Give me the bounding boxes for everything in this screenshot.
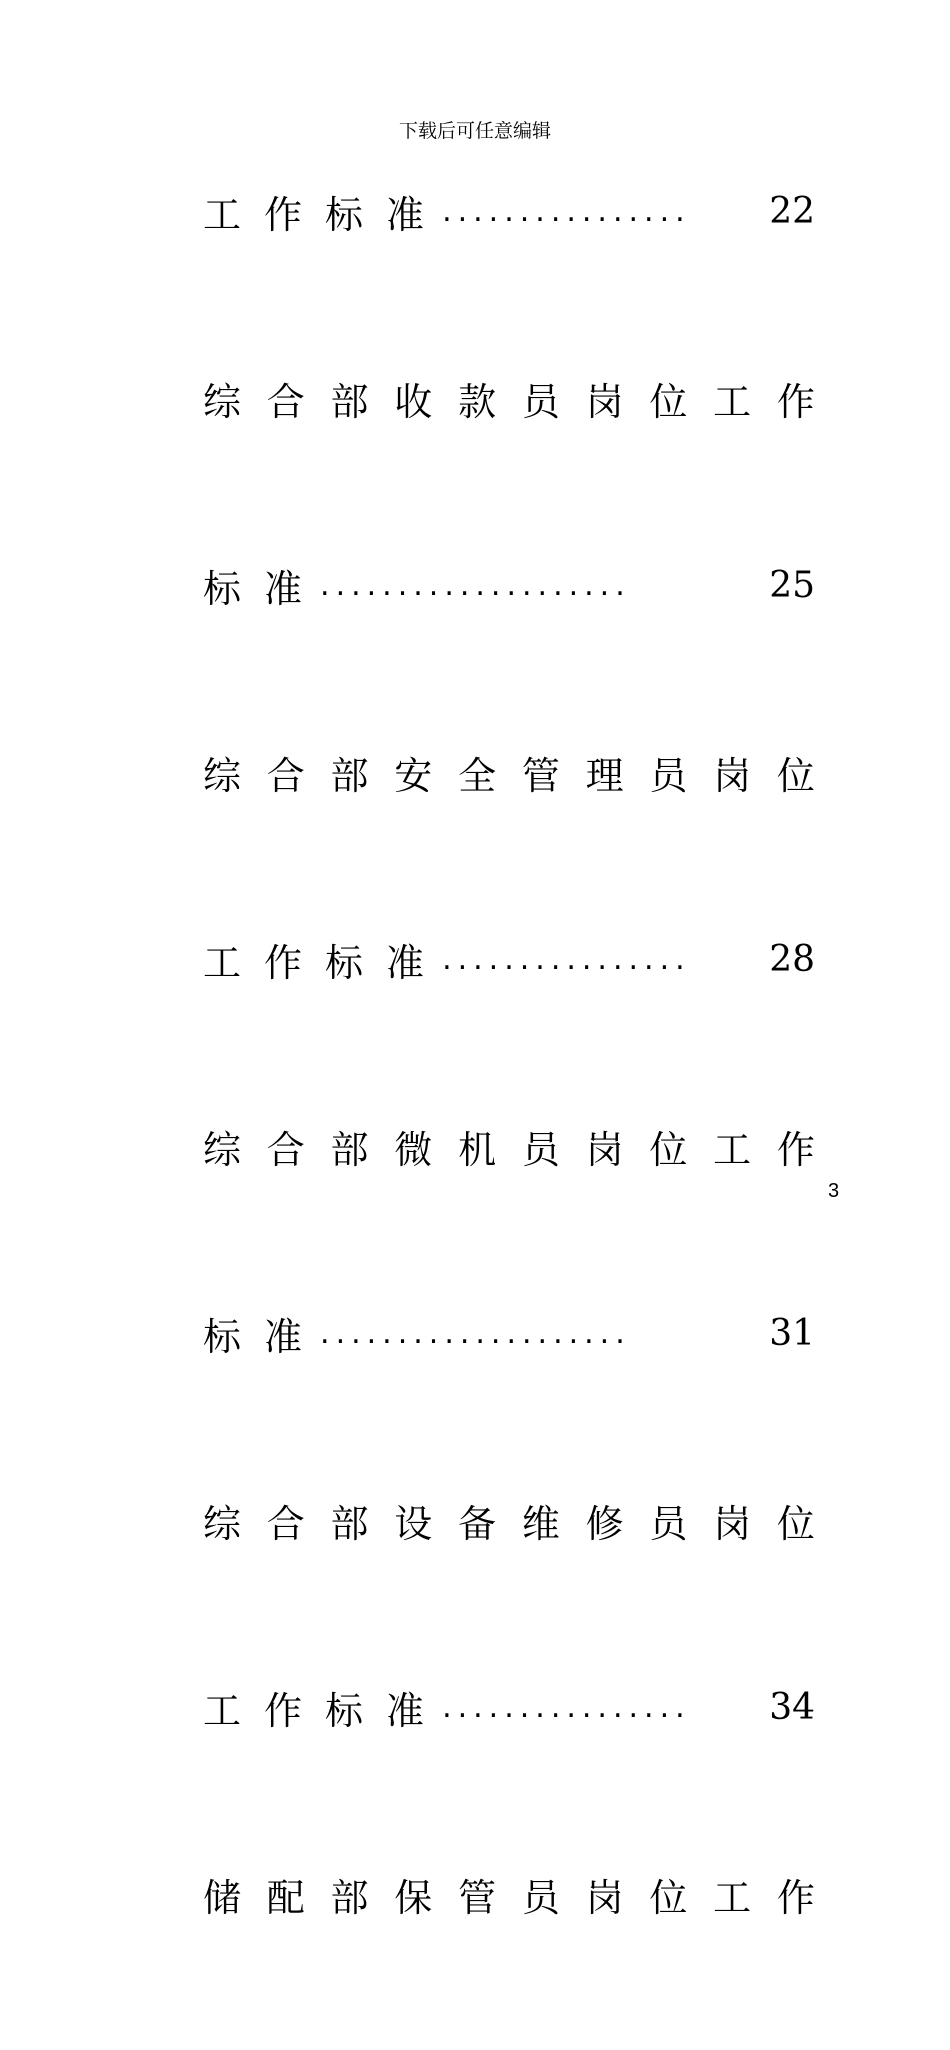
toc-char: 位: [649, 1127, 688, 1172]
toc-char: 岗: [585, 1875, 624, 1920]
toc-line-4[interactable]: [203, 741, 815, 803]
toc-char: 标: [325, 192, 364, 237]
toc-char: 标: [325, 1688, 364, 1733]
toc-char: 位: [776, 1501, 815, 1546]
toc-char: 安: [394, 753, 433, 798]
toc-page-number: 22: [769, 190, 815, 232]
toc-line-9[interactable]: [203, 1676, 815, 1738]
toc-char: 合: [266, 1127, 305, 1172]
toc-char: 收: [394, 379, 433, 424]
toc-page-number: 28: [769, 938, 815, 980]
toc-char: 款: [458, 379, 497, 424]
toc-entry-title: [203, 1680, 424, 1735]
page-number: 3: [828, 1180, 840, 1202]
toc-char: 合: [266, 379, 305, 424]
toc-char: 微: [394, 1127, 433, 1172]
toc-char: 作: [776, 379, 815, 424]
toc-char: 全: [458, 753, 497, 798]
page-header: 下载后可任意编辑: [398, 120, 551, 142]
toc-char: 综: [203, 379, 242, 424]
toc-char: 准: [386, 192, 425, 237]
toc-line-10[interactable]: [203, 1863, 815, 1925]
table-of-contents: [203, 180, 815, 2050]
toc-char: 位: [649, 1875, 688, 1920]
toc-leader-dots: ....................: [320, 1315, 631, 1351]
toc-line-6[interactable]: [203, 1115, 815, 1177]
toc-char: 岗: [585, 379, 624, 424]
toc-entry-title: [203, 1493, 815, 1548]
toc-line-5[interactable]: [203, 928, 815, 990]
toc-char: 理: [585, 753, 624, 798]
toc-line-3[interactable]: [203, 554, 815, 616]
toc-char: 储: [203, 1875, 242, 1920]
toc-char: 综: [203, 753, 242, 798]
toc-char: 员: [649, 1501, 688, 1546]
toc-char: 岗: [585, 1127, 624, 1172]
toc-char: 部: [330, 1127, 369, 1172]
toc-page-number: 25: [769, 564, 815, 606]
toc-char: 工: [203, 192, 242, 237]
toc-char: 部: [330, 1501, 369, 1546]
toc-entry-title: [203, 1867, 815, 1922]
toc-entry-title: [203, 932, 424, 987]
toc-char: 保: [394, 1875, 433, 1920]
toc-char: 管: [521, 753, 560, 798]
toc-char: 作: [776, 1875, 815, 1920]
toc-line-1[interactable]: [203, 180, 815, 242]
toc-leader-dots: ................: [442, 193, 691, 229]
toc-entry-title: [203, 371, 815, 426]
toc-char: 综: [203, 1127, 242, 1172]
toc-entry-title: [203, 1119, 815, 1174]
toc-char: 工: [713, 1127, 752, 1172]
toc-char: 管: [458, 1875, 497, 1920]
toc-char: 位: [776, 753, 815, 798]
toc-line-8[interactable]: [203, 1489, 815, 1551]
toc-char: 作: [264, 1688, 303, 1733]
toc-page-number: 31: [769, 1312, 815, 1354]
toc-char: 修: [585, 1501, 624, 1546]
toc-char: 岗: [713, 1501, 752, 1546]
toc-char: 设: [394, 1501, 433, 1546]
toc-char: 部: [330, 1875, 369, 1920]
toc-char: 员: [521, 1875, 560, 1920]
toc-entry-title: [203, 745, 815, 800]
toc-char: 标: [203, 566, 242, 611]
toc-leader-dots: ................: [442, 1689, 691, 1725]
toc-char: 作: [776, 1127, 815, 1172]
toc-leader-dots: ................: [442, 941, 691, 977]
toc-char: 工: [713, 379, 752, 424]
toc-char: 合: [266, 753, 305, 798]
toc-line-2[interactable]: [203, 367, 815, 429]
toc-char: 准: [386, 940, 425, 985]
toc-char: 标: [325, 940, 364, 985]
toc-char: 员: [649, 753, 688, 798]
toc-char: 部: [330, 753, 369, 798]
toc-char: 准: [264, 566, 303, 611]
toc-char: 部: [330, 379, 369, 424]
toc-char: 标: [203, 1314, 242, 1359]
toc-char: 准: [264, 1314, 303, 1359]
toc-char: 准: [386, 1688, 425, 1733]
toc-leader-dots: ....................: [320, 567, 631, 603]
toc-entry-title: [203, 184, 424, 239]
toc-char: 员: [521, 379, 560, 424]
toc-char: 配: [266, 1875, 305, 1920]
toc-char: 工: [203, 1688, 242, 1733]
toc-page-number: 34: [769, 1686, 815, 1728]
toc-char: 维: [521, 1501, 560, 1546]
toc-char: 合: [266, 1501, 305, 1546]
toc-line-7[interactable]: [203, 1302, 815, 1364]
toc-char: 作: [264, 192, 303, 237]
toc-char: 备: [458, 1501, 497, 1546]
toc-char: 工: [203, 940, 242, 985]
toc-char: 员: [521, 1127, 560, 1172]
toc-char: 位: [649, 379, 688, 424]
toc-entry-title: [203, 558, 302, 613]
toc-char: 机: [458, 1127, 497, 1172]
toc-char: 工: [713, 1875, 752, 1920]
toc-entry-title: [203, 1306, 302, 1361]
toc-char: 综: [203, 1501, 242, 1546]
toc-char: 作: [264, 940, 303, 985]
toc-char: 岗: [713, 753, 752, 798]
